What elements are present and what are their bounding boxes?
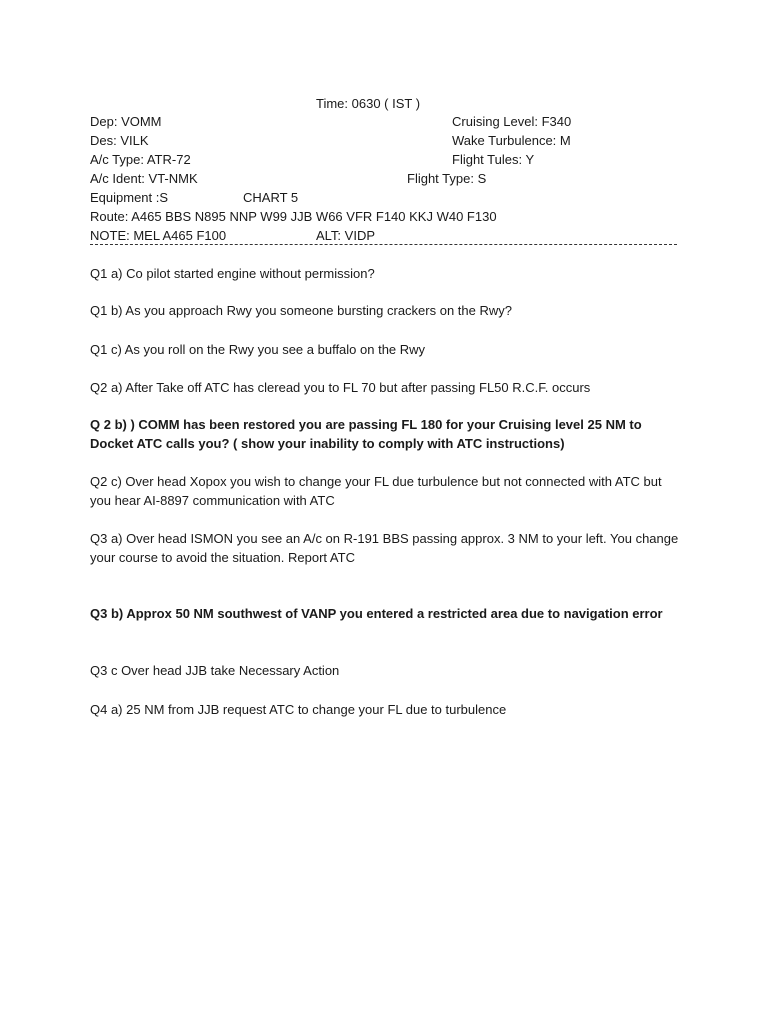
question-q2c: Q2 c) Over head Xopox you wish to change your FL due turbulence but not connected with ATC but you hear AI-8897 communication with ATC xyxy=(90,474,662,508)
aircraft-type-label: A/c Type: ATR-72 xyxy=(90,152,191,167)
question-q2b: Q 2 b) ) COMM has been restored you are passing FL 180 for your Cruising level 25 NM to Docket ATC calls you? ( show your inability to comply with ATC instructions) xyxy=(90,417,642,451)
question-q1b: Q1 b) As you approach Rwy you someone bursting crackers on the Rwy? xyxy=(90,303,512,318)
route-label: Route: A465 BBS N895 NNP W99 JJB W66 VFR F140 KKJ W40 F130 xyxy=(90,209,497,224)
time-label: Time: 0630 ( IST ) xyxy=(316,96,421,111)
question-q3c: Q3 c Over head JJB take Necessary Action xyxy=(90,663,340,678)
cruising-level-label: Cruising Level: F340 xyxy=(452,114,572,129)
flight-rules-label: Flight Tules: Y xyxy=(452,152,535,167)
question-q3a: Q3 a) Over head ISMON you see an A/c on R-191 BBS passing approx. 3 NM to your left. You change your course to avoid the situation. Report ATC xyxy=(90,531,679,565)
chart-label: CHART 5 xyxy=(243,190,299,205)
aircraft-ident-label: A/c Ident: VT-NMK xyxy=(90,171,198,186)
departure-label: Dep: VOMM xyxy=(90,114,162,129)
dashed-divider xyxy=(90,244,677,245)
question-q1c: Q1 c) As you roll on the Rwy you see a buffalo on the Rwy xyxy=(90,342,426,357)
question-q3b: Q3 b) Approx 50 NM southwest of VANP you entered a restricted area due to navigation error xyxy=(90,606,663,621)
question-q4a: Q4 a) 25 NM from JJB request ATC to change your FL due to turbulence xyxy=(90,702,507,717)
question-q2a: Q2 a) After Take off ATC has cleread you to FL 70 but after passing FL50 R.C.F. occurs xyxy=(90,380,591,395)
alternate-label: ALT: VIDP xyxy=(316,228,376,243)
question-q1a: Q1 a) Co pilot started engine without permission? xyxy=(90,266,375,281)
equipment-label: Equipment :S xyxy=(90,190,169,205)
note-label: NOTE: MEL A465 F100 xyxy=(90,228,227,243)
flight-type-label: Flight Type: S xyxy=(407,171,487,186)
destination-label: Des: VILK xyxy=(90,133,149,148)
wake-turbulence-label: Wake Turbulence: M xyxy=(452,133,571,148)
